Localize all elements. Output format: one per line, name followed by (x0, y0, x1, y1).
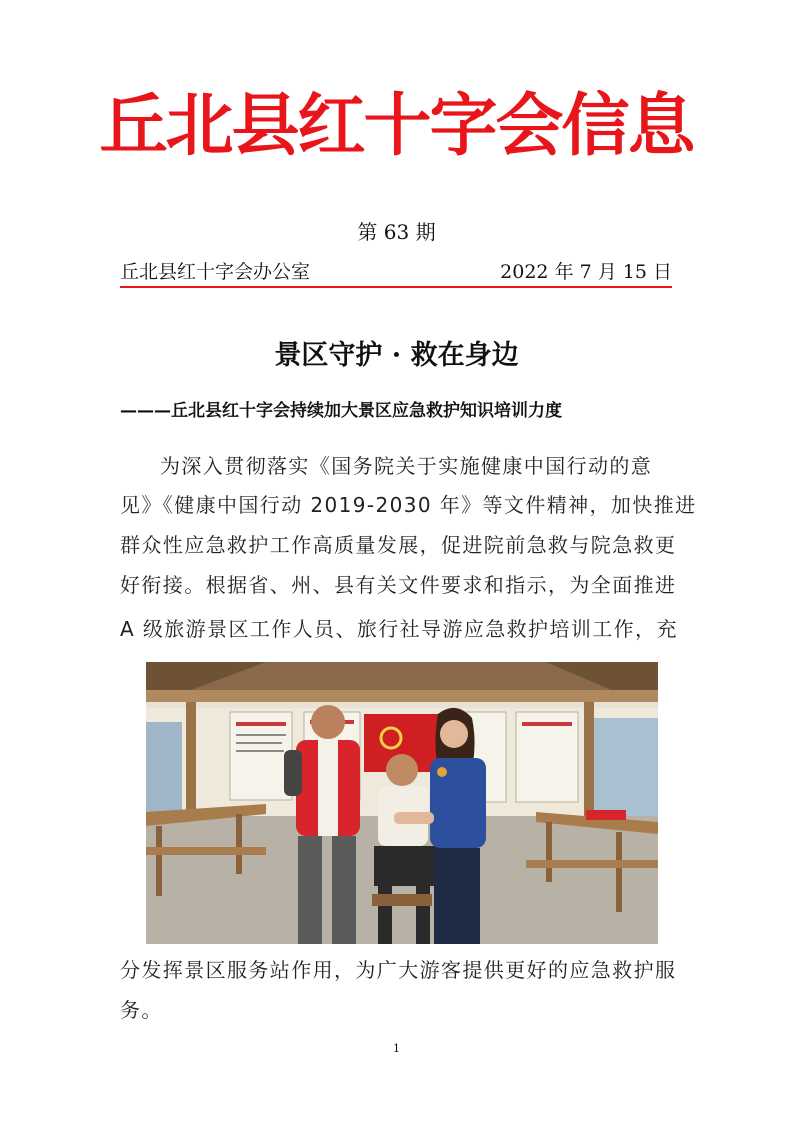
body-line: 为深入贯彻落实《国务院关于实施健康中国行动的意 (160, 454, 653, 478)
publisher-row (120, 260, 672, 284)
publisher-office: 丘北县红十字会办公室 (120, 261, 311, 283)
article-subtitle: ———丘北县红十字会持续加大景区应急救护知识培训力度 (120, 401, 562, 421)
article-title: 景区守护 · 救在身边 (274, 340, 519, 371)
header-divider (120, 286, 672, 288)
page-number: 1 (393, 1042, 400, 1055)
training-photo (146, 662, 658, 944)
body-line: A 级旅游景区工作人员、旅行社导游应急救护培训工作，充 (120, 617, 678, 641)
masthead-title: 丘北县红十字会信息 (99, 86, 694, 166)
body-line: 好衔接。根据省、州、县有关文件要求和指示，为全面推进 (120, 573, 677, 597)
body-line: 见》《健康中国行动 2019-2030 年》等文件精神，加快推进 (120, 493, 697, 517)
issue-number: 第 63 期 (357, 220, 436, 244)
body-line: 群众性应急救护工作高质量发展，促进院前急救与院急救更 (120, 533, 677, 557)
publish-date: 2022 年 7 月 15 日 (500, 261, 672, 283)
body-line: 务。 (120, 998, 163, 1022)
body-line: 分发挥景区服务站作用，为广大游客提供更好的应急救护服 (120, 958, 677, 982)
